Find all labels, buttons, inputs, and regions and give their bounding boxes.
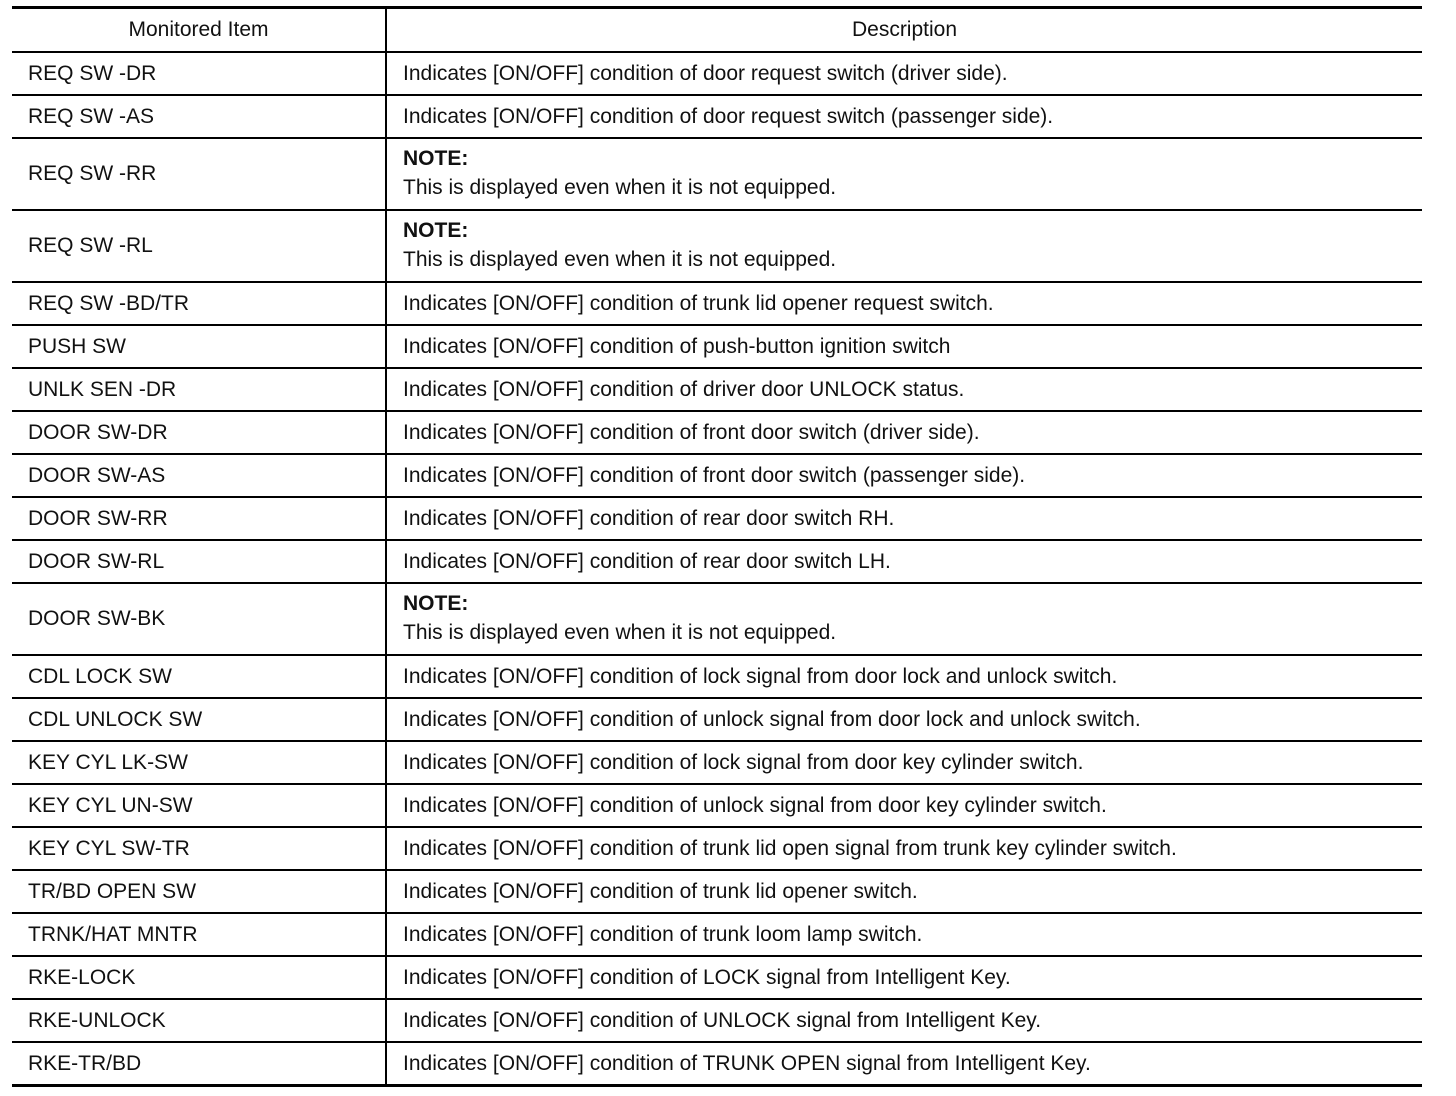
monitor-item-table-container — [12, 6, 1422, 1087]
description-cell: Indicates [ON/OFF] condition of trunk loom lamp switch. — [386, 913, 1422, 956]
description-cell — [386, 210, 1422, 282]
table-row — [12, 454, 1422, 497]
description-cell: Indicates [ON/OFF] condition of lock signal from door key cylinder switch. — [386, 741, 1422, 784]
table-row — [12, 411, 1422, 454]
table-row — [12, 138, 1422, 210]
note-text: This is displayed even when it is not equipped. — [403, 176, 837, 199]
note-text: This is displayed even when it is not equipped. — [403, 621, 837, 644]
monitored-item-cell: KEY CYL SW-TR — [12, 827, 386, 870]
monitored-item-cell: REQ SW -RL — [12, 210, 386, 282]
table-row — [12, 325, 1422, 368]
description-cell: Indicates [ON/OFF] condition of front door switch (driver side). — [386, 411, 1422, 454]
table-row — [12, 210, 1422, 282]
monitored-item-cell: KEY CYL LK-SW — [12, 741, 386, 784]
description-cell: Indicates [ON/OFF] condition of door request switch (passenger side). — [386, 95, 1422, 138]
monitored-item-cell: RKE-LOCK — [12, 956, 386, 999]
monitored-item-cell: KEY CYL UN-SW — [12, 784, 386, 827]
monitored-item-cell: DOOR SW-BK — [12, 583, 386, 655]
monitored-item-cell: TR/BD OPEN SW — [12, 870, 386, 913]
table-row — [12, 827, 1422, 870]
description-cell: Indicates [ON/OFF] condition of driver door UNLOCK status. — [386, 368, 1422, 411]
description-cell: Indicates [ON/OFF] condition of UNLOCK signal from Intelligent Key. — [386, 999, 1422, 1042]
description-cell: Indicates [ON/OFF] condition of front door switch (passenger side). — [386, 454, 1422, 497]
description-cell: Indicates [ON/OFF] condition of unlock signal from door key cylinder switch. — [386, 784, 1422, 827]
description-cell: Indicates [ON/OFF] condition of door request switch (driver side). — [386, 52, 1422, 95]
description-cell: Indicates [ON/OFF] condition of rear door switch LH. — [386, 540, 1422, 583]
description-cell: Indicates [ON/OFF] condition of unlock signal from door lock and unlock switch. — [386, 698, 1422, 741]
table-row — [12, 540, 1422, 583]
monitored-item-cell: CDL LOCK SW — [12, 655, 386, 698]
description-cell: Indicates [ON/OFF] condition of lock signal from door lock and unlock switch. — [386, 655, 1422, 698]
monitored-item-cell: CDL UNLOCK SW — [12, 698, 386, 741]
description-cell: Indicates [ON/OFF] condition of TRUNK OPEN signal from Intelligent Key. — [403, 1051, 1091, 1075]
table-row — [12, 497, 1422, 540]
monitored-item-cell: REQ SW -AS — [12, 95, 386, 138]
description-cell — [386, 583, 1422, 655]
table-row — [12, 282, 1422, 325]
monitored-item-cell: UNLK SEN -DR — [12, 368, 386, 411]
note-heading: NOTE: — [403, 219, 469, 242]
table-row — [12, 870, 1422, 913]
description-cell: Indicates [ON/OFF] condition of push-button ignition switch — [386, 325, 1422, 368]
monitored-item-cell: REQ SW -BD/TR — [12, 282, 386, 325]
table-row — [12, 741, 1422, 784]
description-cell: Indicates [ON/OFF] condition of trunk lid opener switch. — [386, 870, 1422, 913]
description-cell: Indicates [ON/OFF] condition of trunk lid opener request switch. — [386, 282, 1422, 325]
table-row — [12, 655, 1422, 698]
monitored-item-cell: DOOR SW-DR — [12, 411, 386, 454]
note-heading: NOTE: — [403, 592, 469, 615]
table-row — [12, 95, 1422, 138]
monitor-item-table — [12, 6, 1422, 1087]
monitored-item-cell: TRNK/HAT MNTR — [12, 913, 386, 956]
table-row — [12, 1042, 1422, 1086]
table-row — [12, 913, 1422, 956]
description-cell — [386, 138, 1422, 210]
description-cell: Indicates [ON/OFF] condition of rear door switch RH. — [386, 497, 1422, 540]
monitored-item-cell: REQ SW -RR — [12, 138, 386, 210]
table-row — [12, 999, 1422, 1042]
monitored-item-cell: DOOR SW-AS — [12, 454, 386, 497]
monitored-item-cell: RKE-UNLOCK — [12, 999, 386, 1042]
monitored-item-cell: REQ SW -DR — [12, 52, 386, 95]
column-header-monitored-item: Monitored Item — [12, 8, 386, 53]
column-header-description: Description — [386, 8, 1422, 53]
description-cell: Indicates [ON/OFF] condition of LOCK signal from Intelligent Key. — [386, 956, 1422, 999]
monitored-item-cell: PUSH SW — [12, 325, 386, 368]
table-row — [12, 956, 1422, 999]
monitored-item-cell: DOOR SW-RR — [12, 497, 386, 540]
note-heading: NOTE: — [403, 147, 469, 170]
table-row — [12, 52, 1422, 95]
table-header-row — [12, 8, 1422, 53]
table-row — [12, 583, 1422, 655]
monitored-item-cell: DOOR SW-RL — [12, 540, 386, 583]
description-cell: Indicates [ON/OFF] condition of trunk lid open signal from trunk key cylinder switch. — [386, 827, 1422, 870]
note-text: This is displayed even when it is not equipped. — [403, 248, 837, 271]
table-row — [12, 368, 1422, 411]
monitored-item-cell: RKE-TR/BD — [12, 1042, 386, 1086]
table-row — [12, 784, 1422, 827]
table-row — [12, 698, 1422, 741]
